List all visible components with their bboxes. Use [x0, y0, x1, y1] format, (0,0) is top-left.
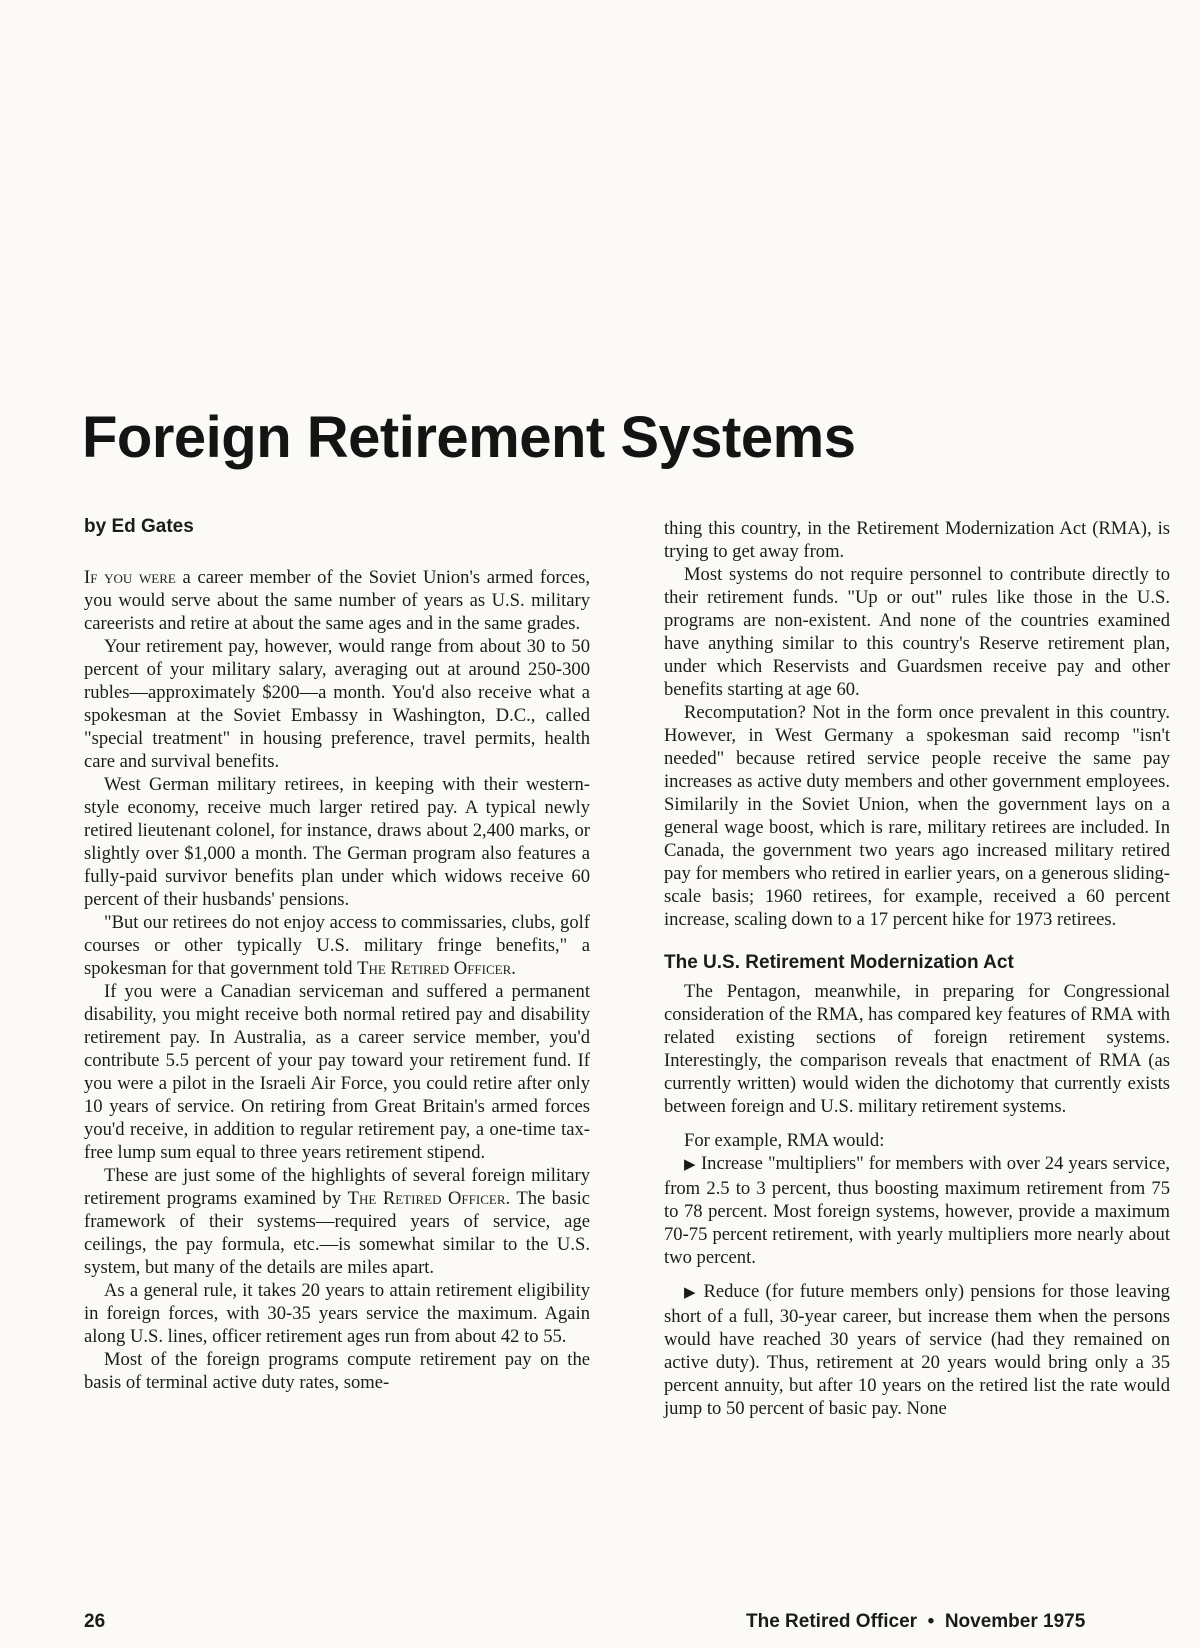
- paragraph-text: "But our retirees do not enjoy access to commissaries, clubs, golf courses or other typically U.S. military fringe benefits," a spokesman for that government told: [84, 912, 590, 979]
- magazine-name: The Retired Officer: [347, 1188, 506, 1209]
- paragraph-text: These are just some of the highlights of several foreign military retirement programs examined by: [84, 1165, 590, 1209]
- bullet-item: [664, 1280, 1170, 1420]
- paragraph: West German military retirees, in keeping with their western-style economy, receive much larger retired pay. A typical newly retired lieutenant colonel, for instance, draws about 2,400 marks, or slightly over $1,000 a month. The German program also features a fully-paid survivor benefits plan under which widows receive 60 percent of their husbands' pensions.: [84, 774, 590, 910]
- footer-separator: •: [927, 1611, 935, 1632]
- right-column: [664, 517, 1170, 1420]
- section-heading: The U.S. Retirement Modernization Act: [664, 952, 1014, 973]
- running-footer: [746, 1611, 1085, 1633]
- triangle-bullet-icon: ▶: [684, 1157, 696, 1173]
- paragraph-text: a career member of the Soviet Union's armed forces, you would serve about the same number of years as U.S. military careerists and retire at about the same ages and in the same grades.: [84, 567, 590, 634]
- byline: by Ed Gates: [84, 516, 194, 537]
- bullet-text: Increase "multipliers" for members with over 24 years service, from 2.5 to 3 percent, thus boosting maximum retirement from 75 to 78 percent. Most foreign systems, however, provide a maximum 70-75 percent retirement, with yearly multipliers more nearly about two percent.: [664, 1153, 1170, 1268]
- page-number: 26: [84, 1611, 106, 1632]
- publication-name: The Retired Officer: [746, 1611, 918, 1632]
- paragraph: For example, RMA would:: [684, 1130, 885, 1151]
- paragraph: thing this country, in the Retirement Modernization Act (RMA), is trying to get away from.: [664, 518, 1170, 562]
- left-column: [84, 566, 590, 1394]
- triangle-bullet-icon: ▶: [684, 1285, 698, 1301]
- issue-date: November 1975: [944, 1611, 1086, 1632]
- paragraph-text: .: [511, 958, 516, 979]
- article-title: Foreign Retirement Systems: [82, 405, 856, 470]
- paragraph: [84, 1164, 590, 1279]
- bullet-text: Reduce (for future members only) pensions for those leaving short of a full, 30-year career, but increase them when the persons would have reached 30 years of service (had they remained on active duty). Thus, retirement at 20 years would bring only a 35 percent annuity, but after 10 years on the retired list the rate would jump to 50 percent of basic pay. None: [664, 1281, 1170, 1419]
- paragraph: [84, 911, 590, 980]
- paragraph: Recomputation? Not in the form once prevalent in this country. However, in West Germany a spokesman said recomp "isn't needed" because retired service people receive the same pay increases as active duty members and other government employees. Similarily in the Soviet Union, when the government lays on a general wage boost, which is rare, military retirees are included. In Canada, the government two years ago increased military retired pay for members who retired in earlier years, on a generous sliding-scale basis; 1960 retirees, for example, received a 60 percent increase, scaling down to a 17 percent hike for 1973 retirees.: [664, 702, 1170, 930]
- paragraph: Most systems do not require personnel to contribute directly to their retirement funds. "Up or out" rules like those in the U.S. programs are non-existent. And none of the countries examined have anything similar to this country's Reserve retirement plan, under which Reservists and Guardsmen receive pay and other benefits starting at age 60.: [664, 564, 1170, 700]
- paragraph: If you were a Canadian serviceman and suffered a permanent disability, you might receive both normal retired pay and disability retirement pay. In Australia, as a career service member, you'd contribute 5.5 percent of your pay toward your retirement fund. If you were a pilot in the Israeli Air Force, you could retire after only 10 years of service. On retiring from Great Britain's armed forces you'd receive, in addition to regular retirement pay, a one-time tax-free lump sum equal to three years retirement stipend.: [84, 981, 590, 1163]
- paragraph: The Pentagon, meanwhile, in preparing for Congressional consideration of the RMA, has compared key features of RMA with related existing sections of foreign retirement systems. Interestingly, the comparison reveals that enactment of RMA (as currently written) would widen the dichotomy that currently exists between foreign and U.S. military retirement systems.: [664, 981, 1170, 1117]
- paragraph: Your retirement pay, however, would range from about 30 to 50 percent of your military salary, averaging out at around 250-300 rubles—approximately $200—a month. You'd also receive what a spokesman at the Soviet Embassy in Washington, D.C., called "special treatment" in housing preference, travel permits, health care and survival benefits.: [84, 636, 590, 772]
- paragraph: [84, 566, 590, 635]
- lead-in: If you were: [84, 567, 176, 588]
- paragraph-text: . The basic framework of their systems—required years of service, age ceilings, the pay formula, etc.—is somewhat similar to the U.S. system, but many of the details are miles apart.: [84, 1188, 590, 1278]
- bullet-item: [664, 1152, 1170, 1269]
- paragraph: As a general rule, it takes 20 years to attain retirement eligibility in foreign forces, with 30-35 years service the maximum. Again along U.S. lines, officer retirement ages run from about 42 to 55.: [84, 1280, 590, 1347]
- paragraph: Most of the foreign programs compute retirement pay on the basis of terminal active duty rates, some-: [84, 1349, 590, 1393]
- magazine-name: The Retired Officer: [357, 958, 512, 979]
